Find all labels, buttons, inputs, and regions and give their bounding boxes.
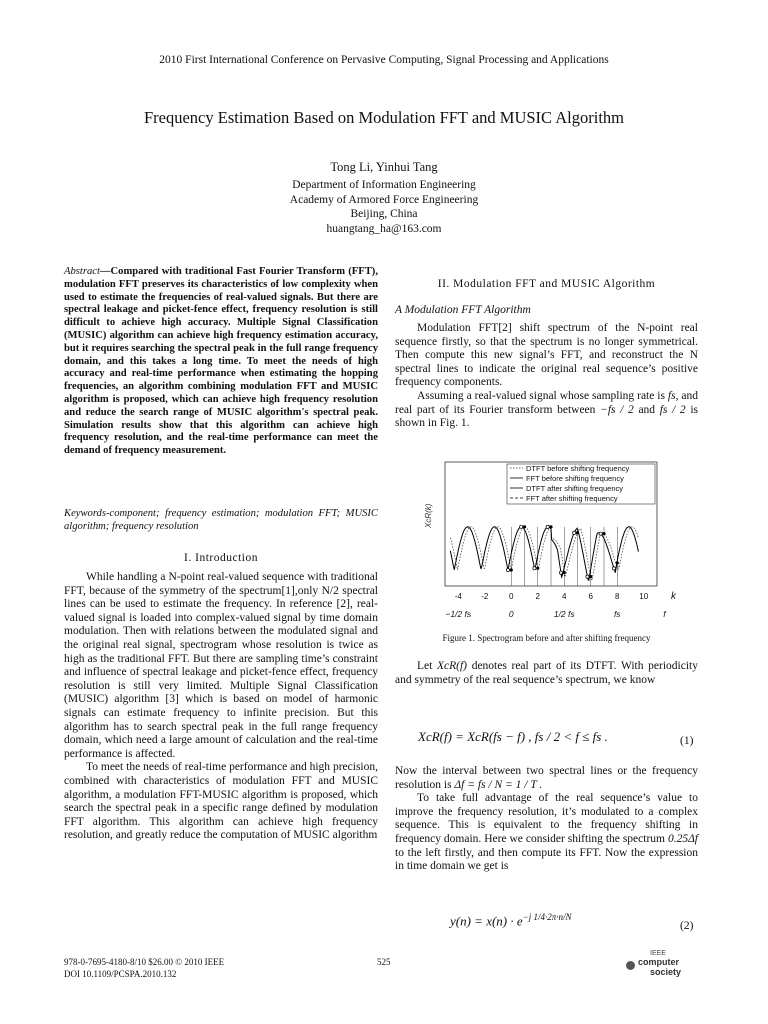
fft-before-point — [616, 561, 619, 564]
frequency-label: 0 — [508, 609, 514, 619]
section2-para2-b: , and real part of its Fourier transform between — [395, 389, 699, 416]
legend-entry: DTFT before shifting frequency — [526, 464, 630, 473]
section1-para2: To meet the needs of real-time performance and high precision, combined with characteristics of modulation FFT and MUSIC algorithm, a modulation FFT-MUSIC algorithm is proposed, which search the spectral peak in a specific range defined by modulation FFT algorithm. This algorithm can achieve high frequency resolution, and greatly reduce the computation of MUSIC algorithm — [64, 761, 378, 842]
section2-para5-a: To take full advantage of the real sequence’s value to improve the frequency resolution, it’s modulated to a complex sequence. This is equivalent to the frequency shifting in frequency domain. Here we consider shifting the spectrum — [395, 792, 698, 845]
equation-1-number: (1) — [680, 735, 694, 747]
equation-2 — [450, 912, 572, 929]
legend-entry: FFT after shifting frequency — [526, 494, 618, 503]
logo-society-text: society — [650, 967, 682, 977]
footer-doi: DOI 10.1109/PCSPA.2010.132 — [64, 969, 177, 979]
section2-para2-d: is shown in Fig. 1. — [395, 403, 699, 430]
fft-after-point — [586, 575, 589, 578]
section2-heading: II. Modulation FFT and MUSIC Algorithm — [437, 278, 656, 290]
fft-before-point — [563, 571, 566, 574]
fft-after-point — [573, 531, 576, 534]
x-tick-label: 8 — [615, 592, 620, 601]
logo-computer-text: computer — [638, 957, 680, 967]
keywords: Keywords-component; frequency estimation; modulation FFT; MUSIC algorithm; frequency resolution — [64, 508, 378, 532]
frequency-label: −1/2 fs — [445, 609, 472, 619]
fft-before-point — [576, 531, 579, 534]
frequency-label: fs — [613, 609, 621, 619]
x-axis-label: k — [671, 591, 676, 602]
logo-ieee-text: IEEE — [650, 950, 666, 957]
paper-authors: Tong Li, Yinhui Tang — [330, 160, 438, 174]
affiliation-email: huangtang_ha@163.com — [326, 222, 442, 235]
figure-1-spectrogram — [395, 458, 698, 628]
fft-after-point — [520, 525, 523, 528]
y-axis-label: XcR(k) — [424, 503, 433, 528]
ieee-computer-society-logo — [626, 950, 698, 982]
fft-after-point — [546, 525, 549, 528]
equation-2-exponent: −j 1/4·2π·n/N — [522, 912, 572, 922]
section2-para4 — [395, 765, 698, 792]
symbol-fs-half: fs / 2 — [659, 403, 686, 416]
legend-entry: DTFT after shifting frequency — [526, 484, 623, 493]
frequency-label: f — [663, 609, 666, 619]
symbol-xcr: XcR(f) — [437, 660, 468, 672]
fft-after-point — [559, 571, 562, 574]
dtft-before-line — [450, 527, 638, 581]
page-number: 525 — [377, 957, 391, 967]
globe-icon — [626, 961, 635, 970]
x-tick-label: 4 — [562, 592, 567, 601]
section1-body — [64, 571, 378, 843]
affiliation-dept: Department of Information Engineering — [292, 179, 476, 191]
section2-para3-b: denotes real part of its DTFT. With periodicity and symmetry of the real sequence’s spectrum, we know — [395, 660, 698, 686]
section2-body-bottom — [395, 765, 698, 874]
equation-df: Δf = fs / N = 1 / T . — [454, 778, 543, 791]
fft-before-point — [602, 532, 605, 535]
section1-heading: I. Introduction — [184, 552, 258, 564]
affiliation-city: Beijing, China — [350, 208, 418, 220]
footer-isbn: 978-0-7695-4180-8/10 $26.00 © 2010 IEEE — [64, 957, 225, 967]
fft-before-point — [510, 568, 513, 571]
legend-entry: FFT before shifting frequency — [526, 474, 624, 483]
conference-name: 2010 First International Conference on Pervasive Computing, Signal Processing and Applications — [159, 54, 609, 66]
affiliation-block — [0, 178, 768, 236]
fft-before-point — [536, 567, 539, 570]
subsection-a-heading: A Modulation FFT Algorithm — [395, 304, 531, 316]
dtft-after-line — [450, 527, 638, 581]
section2-body-mid — [395, 660, 698, 687]
figure-1-caption: Figure 1. Spectrogram before and after shifting frequency — [442, 633, 651, 643]
fft-after-point — [506, 568, 509, 571]
section2-para3 — [395, 660, 698, 687]
section2-para2-c: and — [638, 403, 656, 416]
x-tick-label: -2 — [481, 592, 489, 601]
affiliation-academy: Academy of Armored Force Engineering — [289, 193, 479, 206]
section2-para3-a: Let — [417, 660, 433, 672]
x-tick-label: 10 — [639, 592, 649, 601]
section2-para5-b: to the left firstly, and then compute its FFT. Now the expression in time domain we get is — [395, 846, 698, 873]
section2-para5 — [395, 792, 698, 874]
fft-before-point — [523, 525, 526, 528]
symbol-shift: 0.25Δf — [667, 832, 699, 845]
frequency-label: 1/2 fs — [553, 609, 575, 619]
fft-before-point — [589, 575, 592, 578]
fft-after-point — [533, 567, 536, 570]
equation-2-base: y(n) = x(n) · e — [450, 913, 523, 929]
abstract-label: Abstract — [64, 266, 100, 277]
symbol-fs: fs — [667, 389, 676, 402]
section2-para1: Modulation FFT[2] shift spectrum of the N-point real sequence firstly, so that the spectrum is no longer symmetrical. Then compute this new signal’s FFT, and reconstruct the N spectral lines to indicate the original real sequence’s positive frequency components. — [395, 322, 698, 389]
fft-after-point — [612, 567, 615, 570]
x-tick-label: 2 — [535, 592, 540, 601]
abstract — [64, 266, 378, 458]
abstract-text: —Compared with traditional Fast Fourier Transform (FFT), modulation FFT preserves its characteristics of low complexity when used to estimate the frequencies of real-valued signals. But there are spectral leakage and picket-fence effect, frequency resolution is still difficult to achieve high accuracy. Multiple Signal Classification (MUSIC) algorithm can achieve high frequency estimation accuracy, but it requires searching the spectral peak in the full range frequency domain, and this takes a long time. To meet the needs of high accuracy and real-time performance when estimating the hopping frequencies, an algorithm combining modulation FFT and MUSIC algorithm is proposed, which can achieve high frequency resolution and reduce the search range of MUSIC algorithm's spectral peak. Simulation results show that this algorithm can achieve high frequency resolution, and the real-time performance can meet the demand of frequency measurement. — [64, 266, 378, 457]
fft-before-point — [549, 525, 552, 528]
fft-after-point — [599, 532, 602, 535]
section2-para2 — [395, 390, 698, 431]
equation-1: XcR(f) = XcR(fs − f) , fs / 2 < f ≤ fs . — [418, 729, 608, 744]
equation-2-number: (2) — [680, 920, 694, 932]
x-tick-label: 0 — [509, 592, 514, 601]
x-tick-label: -4 — [454, 592, 462, 601]
section2-para4-a: Now the interval between two spectral lines or the frequency resolution is — [395, 765, 698, 791]
x-tick-label: 6 — [588, 592, 593, 601]
symbol-neg-fs-half: −fs / 2 — [600, 403, 634, 416]
section2-body-top — [395, 322, 698, 431]
paper-title: Frequency Estimation Based on Modulation FFT and MUSIC Algorithm — [143, 108, 624, 127]
section2-para2-a: Assuming a real-valued signal whose sampling rate is — [417, 389, 665, 402]
section1-para1: While handling a N-point real-valued sequence with traditional FFT, because of the symmetry of the spectrum[1],only N/2 spectral lines can be used to estimate the frequency. In reference [2], real-valued signal is loaded into complex-valued signal by time domain modulation. Then with relations between the modulated signal and the original real signal, spectrogram whose resolution is twice as high as the traditional FFT. But there are sampling time’s constraint and influence of spectral leakage and picket-fence effect, frequency resolution is still very limited. Multiple Signal Classification (MUSIC) algorithm [3] which is based on model of harmonic signals can estimate frequency to infinite precision. But this algorithm has to search spectral peak in the full range frequency domain, which need a large amount of calculation and the real-time performance is affected. — [64, 571, 378, 760]
